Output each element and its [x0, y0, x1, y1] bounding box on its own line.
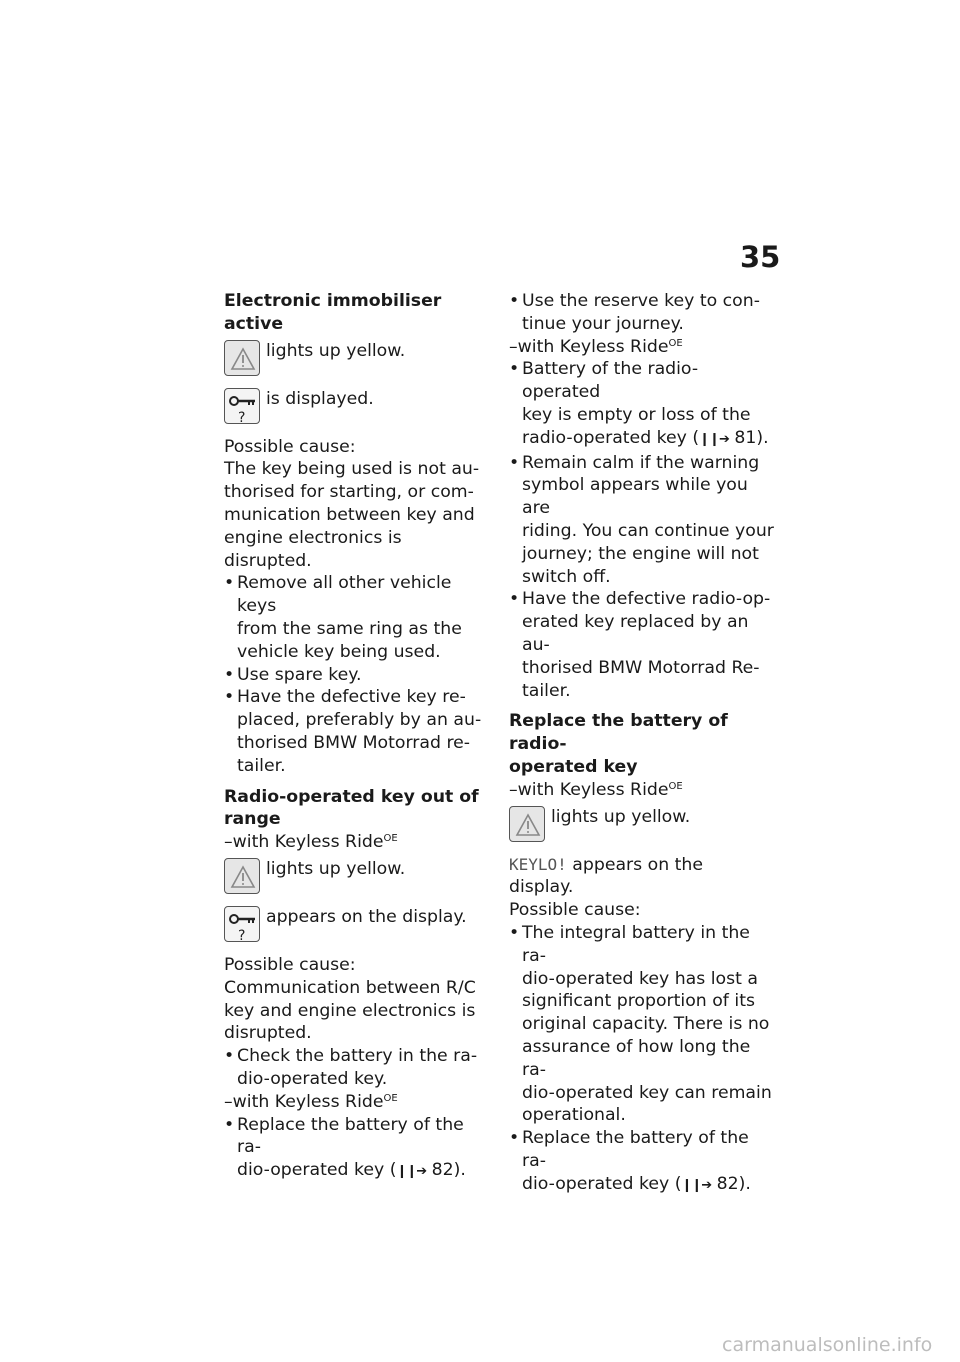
key-question-icon — [224, 388, 260, 424]
warning-text: lights up yellow. — [551, 806, 691, 827]
svg-text:?: ? — [238, 409, 246, 425]
page-ref-arrow-icon: ❙❙➔ — [699, 431, 729, 447]
option-note — [509, 336, 774, 359]
warning-triangle-icon — [509, 806, 545, 842]
warning-triangle-icon — [224, 858, 260, 894]
list-item-line: from the same ring as the — [237, 618, 462, 639]
list-item-line: tailer. — [522, 680, 571, 701]
oe-superscript: OE — [383, 833, 398, 845]
cause-label: Possible cause: — [509, 900, 641, 921]
option-label: –with Keyless Ride — [509, 336, 669, 357]
bullet-dot: • — [224, 687, 235, 708]
key-row — [224, 388, 489, 432]
list-item-line: original capacity. There is no — [522, 1014, 770, 1035]
bullet-dot: • — [509, 589, 520, 610]
list-item-line: Use the reserve key to con- — [522, 291, 760, 311]
warning-row — [224, 858, 489, 902]
list-item-line — [237, 1159, 489, 1184]
list-item-line: switch off. — [522, 566, 611, 587]
option-label: –with Keyless Ride — [509, 779, 669, 800]
list-item-line: Use spare key. — [237, 664, 362, 685]
list-item-line: assurance of how long the ra- — [522, 1036, 751, 1080]
oe-superscript: OE — [668, 337, 683, 349]
display-message-line — [509, 854, 774, 877]
option-note — [224, 831, 489, 854]
list-item-line: journey; the engine will not — [522, 543, 759, 564]
cause-line: key and engine electronics is — [224, 1000, 476, 1021]
list-item-line: Battery of the radio-operated — [522, 359, 699, 403]
list-item-line: thorised BMW Motorrad re- — [237, 732, 471, 753]
cause-line: munication between key and — [224, 504, 475, 525]
option-label: –with Keyless Ride — [224, 832, 384, 853]
list-item — [509, 452, 774, 589]
cause-line: disrupted. — [224, 1023, 312, 1044]
list-item-line: symbol appears while you are — [522, 475, 748, 519]
warning-text: lights up yellow. — [266, 858, 406, 879]
list-item-text: radio-operated key ( — [522, 427, 700, 448]
right-column — [509, 290, 774, 1197]
bullet-dot: • — [509, 1128, 520, 1149]
list-item-line: The integral battery in the ra- — [522, 922, 750, 966]
section-heading-out-of-range: range — [224, 809, 281, 830]
list-item-line: vehicle key being used. — [237, 641, 441, 662]
warning-triangle-icon — [224, 340, 260, 376]
cause-line: Communication between R/C — [224, 977, 476, 998]
list-item-line: key is empty or loss of the — [522, 404, 751, 425]
list-item — [224, 686, 489, 777]
watermark: carmanualsonline.info — [722, 1334, 933, 1356]
list-item-line: Have the defective radio-op- — [522, 589, 771, 610]
list-item — [224, 1114, 489, 1184]
left-column — [224, 290, 489, 1184]
page-ref-arrow-icon: ❙❙➔ — [681, 1177, 712, 1193]
warning-row — [224, 340, 489, 384]
bullet-dot: • — [224, 664, 235, 685]
list-item-line: Remain calm if the warning — [522, 452, 760, 473]
list-item — [509, 922, 774, 1127]
bullet-dot: • — [224, 1114, 235, 1135]
cause-line: thorised for starting, or com- — [224, 482, 474, 503]
page-ref-link[interactable]: 82). — [716, 1173, 751, 1194]
display-code: KEYLO! — [509, 854, 567, 874]
svg-text:?: ? — [238, 927, 246, 943]
list-item-line: tailer. — [237, 755, 286, 776]
list-item-text: dio-operated key ( — [237, 1160, 397, 1181]
option-label: –with Keyless Ride — [224, 1091, 384, 1112]
list-item-line — [522, 1173, 774, 1198]
list-item-line: thorised BMW Motorrad Re- — [522, 657, 760, 678]
key-row — [224, 906, 489, 950]
display-message-text: appears on the — [566, 854, 704, 875]
list-item-line: significant proportion of its — [522, 991, 755, 1012]
bullet-dot: • — [509, 922, 520, 943]
list-item-line: operational. — [522, 1105, 626, 1126]
warning-text: lights up yellow. — [266, 340, 406, 361]
warning-row — [509, 806, 774, 850]
list-item — [509, 588, 774, 702]
page-ref-link[interactable]: 82). — [431, 1160, 466, 1181]
list-item-line: dio-operated key can remain — [522, 1082, 772, 1103]
cause-label: Possible cause: — [224, 436, 356, 457]
list-item-line: Replace the battery of the ra- — [522, 1128, 749, 1171]
list-item-line: erated key replaced by an au- — [522, 612, 749, 655]
list-item-line: Have the defective key re- — [237, 687, 466, 708]
section-heading-replace-battery: operated key — [509, 756, 638, 777]
list-item-line: Check the battery in the ra- — [237, 1046, 478, 1067]
list-item — [509, 358, 774, 451]
section-heading-out-of-range: Radio-operated key out of — [224, 786, 479, 807]
list-item — [509, 290, 774, 336]
key-text: is displayed. — [266, 388, 374, 409]
list-item-line: Remove all other vehicle keys — [237, 573, 452, 617]
cause-label: Possible cause: — [224, 954, 356, 975]
bullet-dot: • — [224, 573, 235, 594]
list-item-text: dio-operated key ( — [522, 1173, 682, 1194]
list-item — [224, 572, 489, 663]
list-item-line — [522, 427, 774, 452]
list-item-line: placed, preferably by an au- — [237, 710, 482, 731]
key-question-icon — [224, 906, 260, 942]
list-item — [224, 664, 489, 687]
page-ref-link[interactable]: 81). — [734, 427, 769, 448]
list-item-line: Replace the battery of the ra- — [237, 1114, 464, 1158]
list-item-line: dio-operated key. — [237, 1068, 388, 1089]
oe-superscript: OE — [383, 1092, 398, 1104]
option-note — [509, 779, 774, 802]
bullet-dot: • — [509, 291, 520, 311]
bullet-dot: • — [509, 359, 520, 380]
section-heading-replace-battery: Replace the battery of radio- — [509, 711, 728, 755]
cause-line: engine electronics is disrupted. — [224, 527, 402, 571]
bullet-dot: • — [224, 1046, 235, 1067]
section-heading-immobiliser: Electronic immobiliser active — [224, 291, 442, 334]
list-item-line: tinue your journey. — [522, 313, 684, 334]
list-item — [224, 1045, 489, 1091]
oe-superscript: OE — [668, 780, 683, 792]
key-text: appears on the display. — [266, 906, 467, 927]
list-item — [509, 1127, 774, 1197]
bullet-dot: • — [509, 452, 520, 473]
cause-line: The key being used is not au- — [224, 459, 480, 480]
list-item-line: dio-operated key has lost a — [522, 968, 758, 989]
page-ref-arrow-icon: ❙❙➔ — [396, 1164, 427, 1180]
display-message-line: display. — [509, 877, 574, 898]
page-number: 35 — [740, 240, 781, 274]
option-note — [224, 1091, 489, 1114]
list-item-line: riding. You can continue your — [522, 520, 774, 541]
